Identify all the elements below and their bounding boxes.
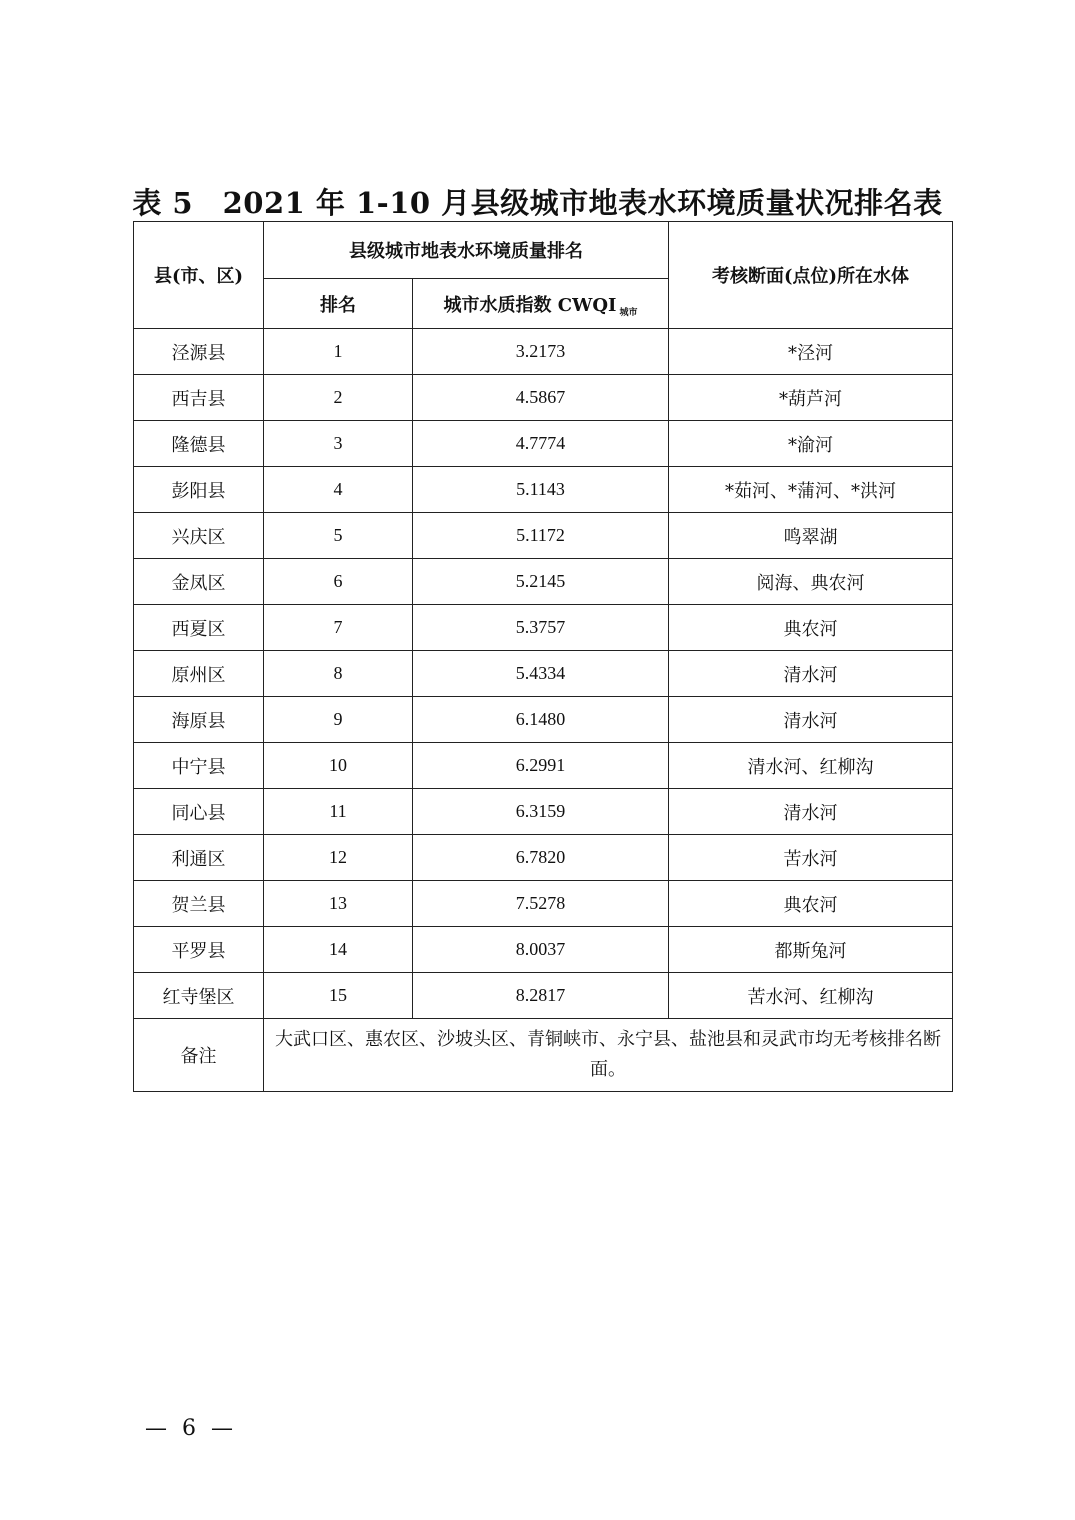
note-row (134, 1019, 953, 1092)
note-text: 大武口区、惠农区、沙坡头区、青铜峡市、永宁县、盐池县和灵武市均无考核排名断面。 (264, 1019, 953, 1092)
header-water-body: 考核断面(点位)所在水体 (669, 222, 953, 329)
cell-county: 西吉县 (134, 375, 264, 421)
table-title: 表 5 2021 年 1-10 月县级城市地表水环境质量状况排名表 (132, 186, 943, 220)
cell-cwqi: 3.2173 (413, 329, 669, 375)
table-row (134, 375, 953, 421)
note-label: 备注 (134, 1019, 264, 1092)
page-number: — 6 — (145, 1416, 237, 1441)
cell-county: 平罗县 (134, 927, 264, 973)
cell-water-body: *葫芦河 (669, 375, 953, 421)
cell-county: 兴庆区 (134, 513, 264, 559)
cell-water-body: 清水河 (669, 697, 953, 743)
cell-cwqi: 5.2145 (413, 559, 669, 605)
cell-cwqi: 8.0037 (413, 927, 669, 973)
table-row (134, 881, 953, 927)
cell-water-body: 苦水河 (669, 835, 953, 881)
cell-rank: 14 (264, 927, 413, 973)
cell-county: 贺兰县 (134, 881, 264, 927)
cell-rank: 8 (264, 651, 413, 697)
cell-rank: 9 (264, 697, 413, 743)
cell-water-body: *泾河 (669, 329, 953, 375)
cell-rank: 1 (264, 329, 413, 375)
table-body (134, 329, 953, 1019)
table-row (134, 605, 953, 651)
table-row (134, 513, 953, 559)
ranking-table (133, 221, 953, 1092)
cell-water-body: 典农河 (669, 881, 953, 927)
cell-rank: 10 (264, 743, 413, 789)
cell-county: 中宁县 (134, 743, 264, 789)
header-cwqi-label: 城市水质指数 CWQI (443, 294, 617, 316)
cell-cwqi: 5.3757 (413, 605, 669, 651)
cell-county: 彭阳县 (134, 467, 264, 513)
cell-water-body: *茹河、*蒲河、*洪河 (669, 467, 953, 513)
cell-cwqi: 5.4334 (413, 651, 669, 697)
cell-cwqi: 6.2991 (413, 743, 669, 789)
header-cwqi-subscript: 城市 (619, 307, 638, 318)
table-row (134, 697, 953, 743)
cell-county: 泾源县 (134, 329, 264, 375)
header-rank: 排名 (264, 279, 413, 329)
cell-cwqi: 6.3159 (413, 789, 669, 835)
cell-rank: 13 (264, 881, 413, 927)
cell-water-body: *渝河 (669, 421, 953, 467)
cell-county: 利通区 (134, 835, 264, 881)
table-row (134, 789, 953, 835)
cell-rank: 6 (264, 559, 413, 605)
cell-water-body: 清水河、红柳沟 (669, 743, 953, 789)
cell-rank: 7 (264, 605, 413, 651)
header-cwqi (413, 279, 669, 329)
header-row-1 (134, 222, 953, 279)
table-row (134, 835, 953, 881)
table-row (134, 329, 953, 375)
cell-rank: 3 (264, 421, 413, 467)
cell-cwqi: 6.7820 (413, 835, 669, 881)
cell-water-body: 清水河 (669, 651, 953, 697)
cell-water-body: 清水河 (669, 789, 953, 835)
cell-water-body: 都斯兔河 (669, 927, 953, 973)
cell-county: 红寺堡区 (134, 973, 264, 1019)
header-county: 县(市、区) (134, 222, 264, 329)
cell-water-body: 苦水河、红柳沟 (669, 973, 953, 1019)
cell-rank: 11 (264, 789, 413, 835)
cell-cwqi: 4.5867 (413, 375, 669, 421)
table-row (134, 927, 953, 973)
header-ranking-group: 县级城市地表水环境质量排名 (264, 222, 669, 279)
cell-cwqi: 8.2817 (413, 973, 669, 1019)
cell-cwqi: 6.1480 (413, 697, 669, 743)
cell-county: 金凤区 (134, 559, 264, 605)
cell-cwqi: 4.7774 (413, 421, 669, 467)
cell-rank: 12 (264, 835, 413, 881)
cell-rank: 2 (264, 375, 413, 421)
cell-rank: 4 (264, 467, 413, 513)
cell-cwqi: 7.5278 (413, 881, 669, 927)
table-row (134, 973, 953, 1019)
cell-county: 同心县 (134, 789, 264, 835)
cell-water-body: 鸣翠湖 (669, 513, 953, 559)
cell-water-body: 阅海、典农河 (669, 559, 953, 605)
cell-cwqi: 5.1143 (413, 467, 669, 513)
table-row (134, 421, 953, 467)
cell-county: 隆德县 (134, 421, 264, 467)
cell-cwqi: 5.1172 (413, 513, 669, 559)
table-row (134, 743, 953, 789)
cell-county: 原州区 (134, 651, 264, 697)
cell-rank: 5 (264, 513, 413, 559)
table-row (134, 467, 953, 513)
table-row (134, 651, 953, 697)
cell-county: 海原县 (134, 697, 264, 743)
cell-water-body: 典农河 (669, 605, 953, 651)
table-row (134, 559, 953, 605)
cell-county: 西夏区 (134, 605, 264, 651)
cell-rank: 15 (264, 973, 413, 1019)
